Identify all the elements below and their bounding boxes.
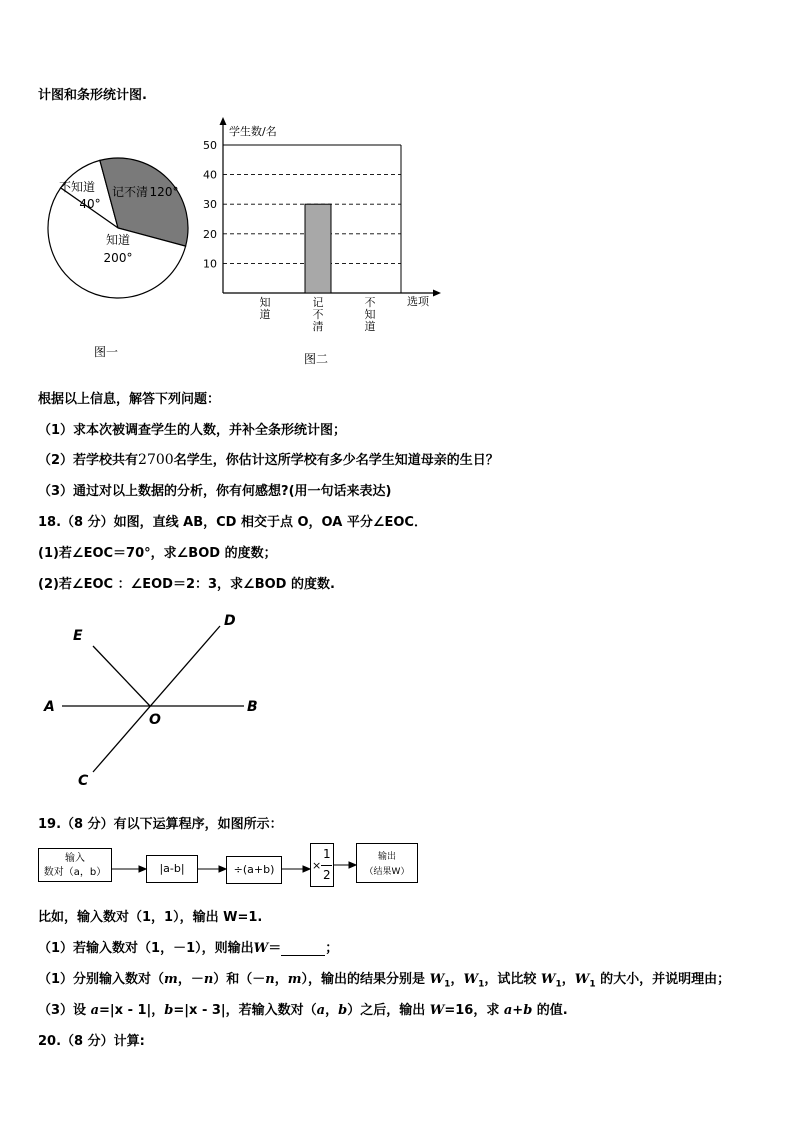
- q17-part2: [38, 449, 499, 468]
- q19-p2-w2: W: [463, 972, 479, 987]
- flow-output-box: [356, 843, 418, 883]
- q19-part1-end: ；: [325, 941, 339, 956]
- q18-part1: (1)若∠EOC＝70°，求∠BOD 的度数；: [38, 546, 277, 561]
- flow-frac-bar: [321, 865, 332, 866]
- q17-lead: 根据以上信息，解答下列问题：: [38, 392, 221, 407]
- q19-p3-c: ）之后，输出: [347, 1003, 430, 1018]
- q19-p3-d: =16，求: [444, 1003, 504, 1018]
- x-tick-label: 记不清: [312, 296, 324, 333]
- q17-part1: （1）求本次被调查学生的人数，并补全条形统计图；: [38, 423, 347, 438]
- flow-abs-box: |a-b|: [146, 855, 198, 883]
- q19-p2-e: 的大小，并说明理由；: [595, 972, 731, 987]
- q17-part2-b: 名学生，你估计这所学校有多少名学生知道母亲的生日？: [173, 453, 499, 468]
- q19-p2-w4: W: [574, 972, 590, 987]
- pie-label-unclear: 记不清: [111, 185, 149, 199]
- pie-caption: 图一: [94, 345, 119, 359]
- q19-p3-ab: a+b: [503, 1003, 533, 1018]
- bar-1: [305, 204, 331, 293]
- x-axis-label: 选项: [407, 295, 429, 308]
- q19-p2-d: ，试比较: [484, 972, 541, 987]
- q19-p2-n: n: [203, 972, 214, 987]
- flow-frac-num: 1: [323, 847, 331, 861]
- q19-p3-eq-a: =|x - 1|，: [99, 1003, 165, 1018]
- label-d: D: [224, 613, 236, 629]
- y-tick-label: 30: [203, 198, 217, 212]
- ray-oe: [93, 646, 150, 706]
- q19-part3: [38, 999, 568, 1018]
- q19-p2-sub2: 1: [478, 979, 485, 990]
- q19-p2-w1: W: [429, 972, 445, 987]
- x-tick-label: 不知道: [364, 296, 376, 333]
- flow-times-sign: ×: [312, 859, 322, 872]
- q17-student-total: 2700: [138, 452, 174, 468]
- intro-text: 计图和条形统计图.: [38, 88, 147, 103]
- q19-p2-c: ），输出的结果分别是: [301, 972, 430, 987]
- pie-label-know: 知道: [105, 233, 131, 247]
- line-cd: [93, 626, 220, 772]
- label-b: B: [247, 699, 258, 715]
- q19-p3-eq-b: =|x - 3|，若输入数对（: [173, 1003, 317, 1018]
- y-axis-arrow: [220, 117, 227, 125]
- q19-p2-a: （1）分别输入数对（: [38, 972, 165, 987]
- label-a: A: [44, 699, 55, 715]
- q18-title: 18.（8 分）如图，直线 AB，CD 相交于点 O，OA 平分∠EOC．: [38, 515, 427, 530]
- y-axis-label: 学生数/名: [229, 125, 277, 138]
- q19-p2-b: ）和（－: [213, 972, 266, 987]
- y-tick-label: 10: [203, 257, 217, 271]
- q19-p3-a2: a: [316, 1003, 326, 1018]
- bar-chart: [195, 115, 455, 345]
- q19-p2-comma: ，: [450, 972, 464, 987]
- flow-output-line2: （结果W）: [364, 867, 410, 877]
- bar-caption: 图二: [304, 352, 329, 366]
- q19-p3-e: 的值.: [532, 1003, 568, 1018]
- q19-p3-b2: b: [338, 1003, 348, 1018]
- q19-part1-eq: ＝: [268, 941, 282, 956]
- y-tick-label: 40: [203, 168, 217, 182]
- q19-p2-n2: n: [265, 972, 275, 987]
- q17-part3: （3）通过对以上数据的分析，你有何感想?(用一句话来表达): [38, 484, 392, 499]
- q18-part2: (2)若∠EOC ：∠EOD＝2：3，求∠BOD 的度数.: [38, 577, 335, 592]
- q19-p2-comma2: ，: [561, 972, 575, 987]
- q19-part1: [38, 937, 338, 956]
- y-tick-label: 50: [203, 139, 217, 152]
- q19-part1-a: （1）若输入数对（1，－1），则输出: [38, 941, 254, 956]
- q19-p2-w3: W: [540, 972, 556, 987]
- q19-p3-var-a: a: [90, 1003, 100, 1018]
- flow-input-line2: 数对（a，b）: [43, 867, 107, 878]
- x-axis-arrow: [433, 290, 441, 297]
- q19-p3-w: W: [429, 1003, 445, 1018]
- q19-example: 比如，输入数对（1，1），输出 W=1.: [38, 910, 263, 925]
- q19-p2-sep2: ，: [274, 972, 288, 987]
- angle-diagram: [38, 608, 278, 793]
- pie-deg-know: 200°: [103, 251, 133, 265]
- pie-deg-unknown: 40°: [79, 197, 101, 211]
- q19-part2: [38, 968, 730, 990]
- q19-p2-sub3: 1: [555, 979, 562, 990]
- q20-title: 20.（8 分）计算:: [38, 1034, 145, 1049]
- pie-deg-unclear: 120°: [149, 185, 179, 199]
- flow-input-line1: 输入: [65, 853, 85, 864]
- label-o: O: [149, 712, 161, 728]
- pie-chart: [40, 150, 200, 350]
- label-e: E: [73, 628, 83, 644]
- flow-input-box: [38, 848, 112, 882]
- flow-times-box: [310, 843, 334, 887]
- x-tick-label: 知道: [259, 296, 271, 321]
- q19-title: 19.（8 分）有以下运算程序，如图所示：: [38, 817, 283, 832]
- q17-part2-a: （2）若学校共有: [38, 453, 139, 468]
- pie-label-unknown: 不知道: [58, 180, 96, 194]
- q19-p2-sep: ，－: [177, 972, 204, 987]
- q19-part1-w: W: [253, 941, 269, 956]
- q19-p2-sub1: 1: [444, 979, 451, 990]
- flow-div-box: ÷(a+b): [226, 856, 282, 884]
- q19-p3-var-b: b: [164, 1003, 174, 1018]
- q19-answer-blank[interactable]: [281, 943, 325, 956]
- q19-p2-sub4: 1: [589, 979, 596, 990]
- label-c: C: [78, 773, 89, 789]
- q19-p3-a: （3）设: [38, 1003, 91, 1018]
- flow-frac-den: 2: [323, 868, 331, 882]
- y-tick-label: 20: [203, 227, 217, 241]
- q19-p2-m2: m: [287, 972, 302, 987]
- flow-output-line1: 输出: [377, 852, 396, 862]
- q19-p2-m: m: [164, 972, 178, 987]
- q19-p3-comma: ，: [325, 1003, 339, 1018]
